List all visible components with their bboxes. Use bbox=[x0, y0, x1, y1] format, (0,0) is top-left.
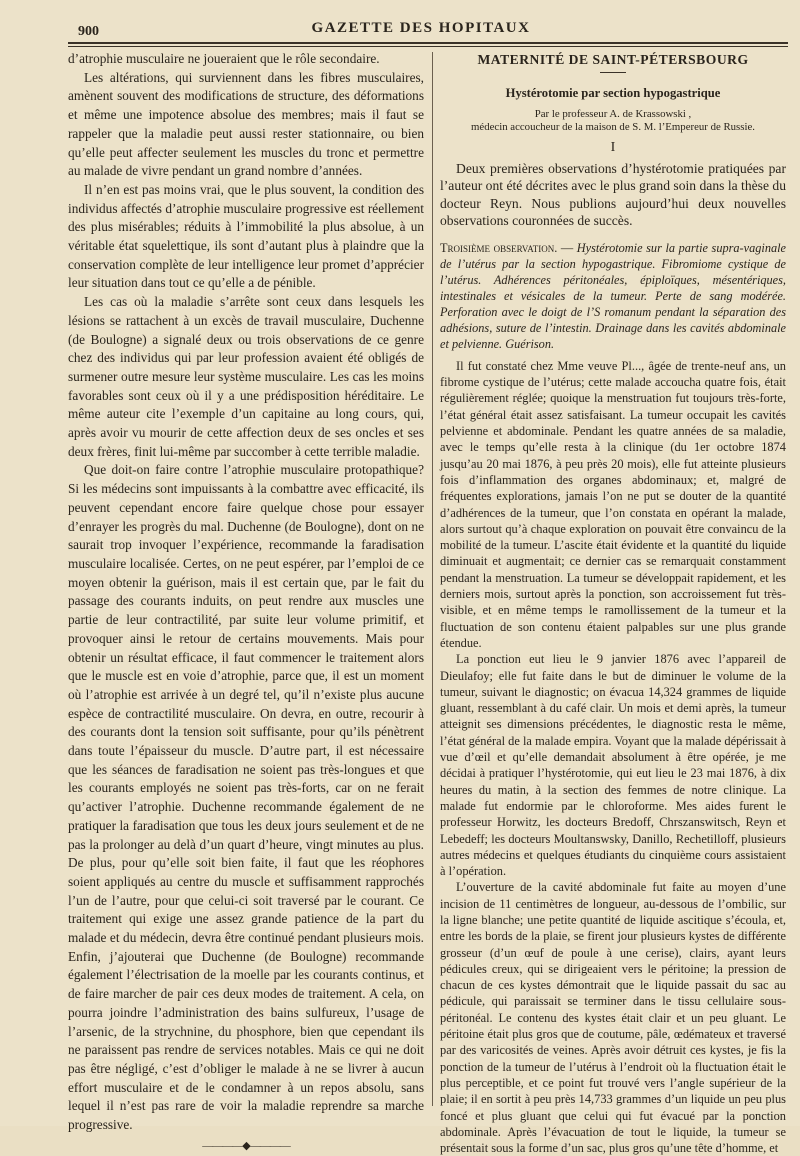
paragraph: Que doit-on faire contre l’atrophie musculaire protopathique? Si les médecins sont impuissants à la combattre avec efficacité, ils peuvent cependant encore faire quelque chose pour essayer d’enrayer les progrès du mal. Duchenne (de Boulogne), dont on ne saurait trop invoquer l’expérience, recommande la faradisation musculaire localisée. Certes, on ne peut espérer, par l’emploi de ce moyen obtenir la guérison, mais il est certain que, par le fait du passage des courants induits, on peut rendre aux muscles une partie de leur contractilité, par suite leur volume primitif, et provoquer ainsi le retour de certains mouvements. Mais pour obtenir un résultat efficace, il faut commencer le traitement alors que le muscle est en voie d’atrophie, parce que, il est un moment où l’atrophie est arrivée à un degré tel, qu’il n’existe plus aucune espèce de contractilité musculaire. On devra, en outre, recourir à des courants dont la tension soit suffisante, pour qu’ils pénètrent dans toute l’épaisseur du muscle. D’autre part, il est nécessaire que les séances de faradisation ne soient pas très-longues et que les courants employés ne soient pas très-forts, car on ne ferait qu’activer l’atrophie. Duchenne recommande également de ne pratiquer la faradisation que tous les deux jours seulement et de ne pas la prolonger au delà d’un quart d’heure, vingt minutes au plus. De plus, pour qu’elle soit bien faite, il faut que les réophores soient appliqués au centre du muscle et suffisamment rapprochés l’un de l’autre, pour que celui-ci soit traversé par le courant. Ce traitement qui exige une assez grande patience de la part du malade et du médecin, devra être continué pendant plusieurs mois. Enfin, j’ajouterai que Duchenne (de Boulogne) recommande également l’électrisation de la moelle par les courants continus, et de faire marcher de pair ces deux modes de traitement. A cela, on pourra joindre l’administration des bains sulfureux, l’usage de l’arsenic, de la strychnine, du phosphore, bien que cependant ils ne paraissent pas rendre de services notables. Mais ce qui ne doit pas être négligé, c’est d’obliger le malade à ne se livrer à aucun effort musculaire et de le condamner à un repos absolu, sans lequel il n’est pas rare de voir la maladie reprendre sa marche progressive. bbox=[68, 462, 424, 1133]
article-title: Hystérotomie par section hypogastrique bbox=[505, 86, 721, 101]
column-separator bbox=[432, 52, 433, 1106]
part-number: I bbox=[610, 139, 616, 155]
byline bbox=[440, 108, 786, 134]
page-header bbox=[60, 18, 782, 42]
paragraph: Les altérations, qui surviennent dans les fibres musculaires, amènent souvent des modifications de structure, des déformations et même une impotence absolue des membres; mais il faut se rappeler que la maladie peut aussi rester stationnaire, ou bien qu’elle peut affecter seulement les muscles du tronc et permettre au malade de vivre pendant un grand nombre d’années. bbox=[68, 69, 424, 179]
paragraph: La ponction eut lieu le 9 janvier 1876 avec l’appareil de Dieulafoy; elle fut faite dans le but de diminuer le volume de la tumeur, suivant le diagnostic; on évacua 14,324 grammes de liquide gluant, ressemblant à du café clair. Un mois et demi après, la tumeur atteignit ses dimensions précédentes, le diagnostic resta le même, l’état général de la malade empira. Voyant que la malade dépérissait à vue d’œil et qu’elle demandait absolument à être opérée, je me décidai à pratiquer l’hystérotomie, qui eut lieu le 23 mai 1876, à dix heures du matin, à la section des femmes de notre clinique. La malade fut endormie par le chloroforme. Mes aides furent le professeur Horwitz, les docteurs Bredoff, Chrszanswitsch, Reyn et Lebedeff; les docteurs Moultanswsky, Danillo, Rechetilloff, plusieurs autres médecins et quelques étudiants du cinquième cours assistaient à l’opération. bbox=[440, 652, 786, 879]
byline-role: médecin accoucheur de la maison de S. M. l’Empereur de Russie. bbox=[471, 120, 755, 133]
page-number: 900 bbox=[78, 24, 99, 39]
section-title: MATERNITÉ DE SAINT-PÉTERSBOURG bbox=[477, 52, 749, 67]
observation-label: Troisième observation. — bbox=[440, 240, 574, 255]
header-rule-thin bbox=[68, 46, 788, 47]
observation-summary: Hystérotomie sur la partie supra-vaginale de l’utérus par la section hypogastrique. Fibromiome cystique de l’utérus. Adhérences péritonéales, épiploïques, mésentériques, intestinales et vésicales de la tumeur. Perte de sang modérée. Perforation avec le doigt de l’S romanum pendant la séparation des adhésions, suture de l’intestin. Drainage dans les cavités abdominale et pelvienne. Guérison. bbox=[440, 240, 786, 351]
title-rule bbox=[600, 72, 626, 73]
byline-author: Par le professeur A. de Krassowski , bbox=[534, 107, 692, 120]
end-ornament: ————◆———— bbox=[202, 1139, 290, 1152]
paragraph: Il fut constaté chez Mme veuve Pl..., âgée de trente-neuf ans, un fibrome cystique de l’utérus; cette malade accoucha quatre fois, était régulièrement réglée; quoique la menstruation fut toujours très-forte, l’état général était assez satisfaisant. La tumeur occupait les cavités pelvienne et abdominale. Pendant les quatre années de sa maladie, avec le temps qu’elle resta à la clinique (du 1er octobre 1874 jusqu’au 20 mai 1876, à peu près 20 mois), elle fut atteinte plusieurs fois d’inflammation des organes abdominaux; et, malgré de fréquentes explorations, jamais l’on ne put se douter de la quantité d’adhérences de la tumeur, que l’on constata en opérant la malade, alors surtout qu’à chaque exploration on pouvait être convaincu de la mobilité de la tumeur. L’ascite était évidente et la quantité du liquide diminuait et augmentait; ce dernier cas se remarquait constamment pendant la menstruation. La tumeur se développait rapidement, et les derniers mois, surtout après la ponction, son accroissement fut très-visible, et en même temps le ramollissement de la tumeur et la fluctuation de son contenu étaient palpables sur une plus grande étendue. bbox=[440, 358, 786, 650]
header-rule-thick bbox=[68, 42, 788, 44]
paragraph: Les cas où la maladie s’arrête sont ceux dans lesquels les lésions se rattachent à un excès de travail musculaire, Duchenne (de Boulogne) a signalé deux ou trois observations de ce genre chez des individus qui par leur profession avaient été obligés de surmener outre mesure leur système musculaire. Les cas les moins favorables sont ceux où il y a une prédisposition héréditaire. Le même auteur cite l’exemple d’un capitaine au long cours, qui, après avoir vu mourir de cette affection deux de ses oncles et ses deux frères, finit lui-même par succomber à cette terrible maladie. bbox=[68, 294, 424, 459]
paragraph: Il n’en est pas moins vrai, que le plus souvent, la condition des individus affectés d’atrophie musculaire progressive est réellement des plus misérables; réduits à l’immobilité la plus absolue, à un véritable état squelettique, ils sont d’autant plus à plaindre que la conservation complète de leur intelligence leur promet d’apprécier leur situation dans tout ce qu’elle a de pénible. bbox=[68, 181, 424, 291]
left-column bbox=[68, 50, 424, 1155]
journal-title: GAZETTE DES HOPITAUX bbox=[311, 20, 531, 36]
paragraph: d’atrophie musculaire ne joueraient que le rôle secondaire. bbox=[68, 51, 380, 66]
right-column bbox=[440, 50, 786, 1156]
observation-heading bbox=[440, 240, 786, 352]
intro-paragraph: Deux premières observations d’hystérotomie pratiquées par l’auteur ont été décrites avec le plus grand soin dans la thèse du docteur Reyn. Nous publions aujourd’hui deux nouvelles observations couronnées de succès. bbox=[440, 160, 786, 229]
paragraph: L’ouverture de la cavité abdominale fut faite au moyen d’une incision de 11 centimètres de longueur, au-dessous de l’ombilic, sur la ligne blanche; une petite quantité de liquide ascitique s’écoula, et, entre les bords de la plaie, se firent jour plusieurs kystes de différente grosseur (d’un œuf de poule à une cerise), clairs, ayant leurs pédicules creux, qui se dirigeaient vers le péritoine; la pression de chacun de ces kystes démontrait que le liquide passait du sac au pédicule, qui paraissait se terminer dans le tissu cellulaire sous-péritonéal. Le contenu des kystes était clair et un peu gluant. Le péritoine était plus gros que de coutume, pâle, œdémateux et traversé par des varicosités de veines. Après avoir détruit ces kystes, je fis la ponction de la tumeur de l’utérus à l’endroit où la fluctuation était le plus perceptible, et ce point fut trouvé vers l’angle supérieur de la plaie; il en sortit à peu près 14,733 grammes d’un liquide un peu plus foncé et plus gluant que celui qui fut évacué par la ponction abdominale. Après l’évacuation de tout le liquide, la tumeur se présentait sous la forme d’un sac, plus gros qu’une tête d’homme, et bbox=[440, 880, 786, 1156]
